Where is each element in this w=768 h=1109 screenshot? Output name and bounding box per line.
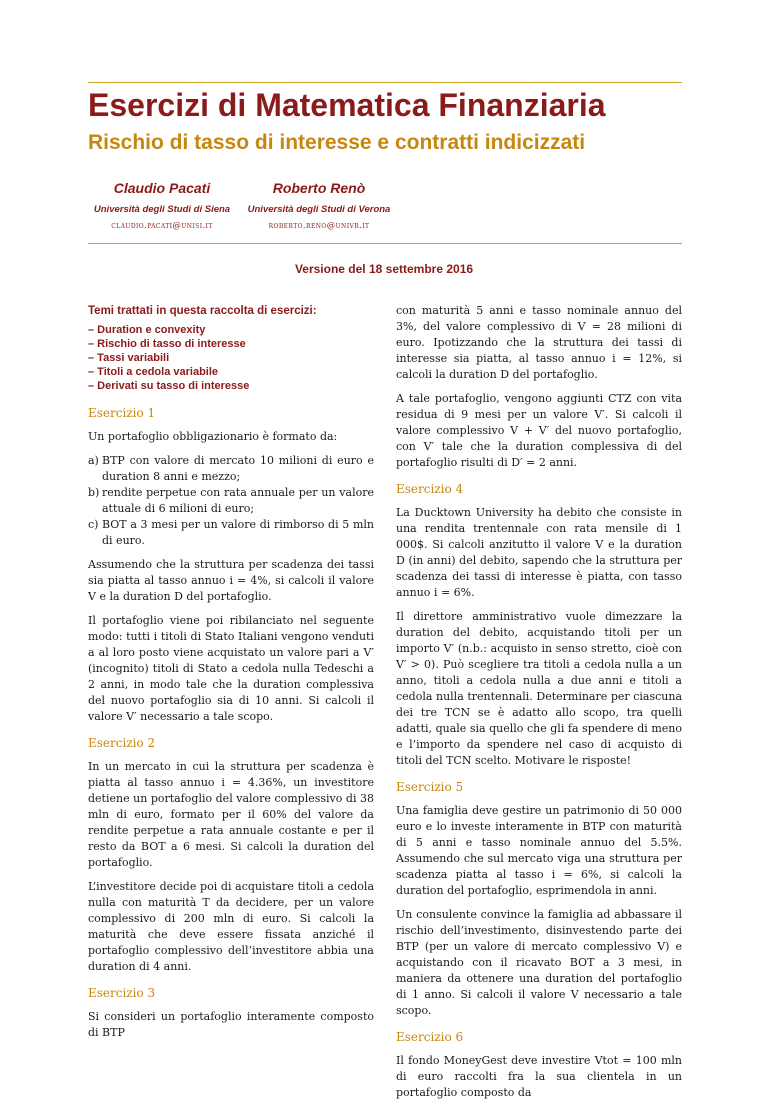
author-block-2 (244, 180, 394, 231)
exercise-heading: Esercizio 3 (88, 986, 156, 1000)
item-label: a) (88, 454, 99, 467)
paragraph: Si consideri un portafoglio interamente composto di BTP (88, 1010, 374, 1039)
paragraph: Un consulente convince la famiglia ad abbassare il rischio dell’investimento, disinvestendo parte dei BTP (per un valore di mercato complessivo V) e acquistando con il ricavato BOT a 3 mesi, in maniera da ottenere una duration del portafoglio di 1 anno. Si calcoli il valore V necessario a tale scopo. (396, 908, 682, 1017)
exercise-heading: Esercizio 2 (88, 736, 156, 750)
list-item (88, 453, 374, 485)
paragraph: Assumendo che la struttura per scadenza dei tassi sia piatta al tasso annuo i = 4%, si calcoli il valore V e la duration D del portafoglio. (88, 558, 374, 603)
exercise-heading: Esercizio 5 (396, 780, 464, 794)
exercise-heading: Esercizio 1 (88, 406, 156, 420)
exercise-heading: Esercizio 4 (396, 482, 464, 496)
item-label: b) (88, 486, 100, 499)
topic-item: – Tassi variabili (88, 352, 170, 364)
paragraph: In un mercato in cui la struttura per scadenza è piatta al tasso annuo i = 4.36%, un investitore detiene un portafoglio del valore complessivo di 38 mln di euro, formato per il 60% del valore da rendite perpetue a rata annuale costante e per il resto da BOT a 6 mesi. Si calcoli la duration del portafoglio. (88, 760, 374, 869)
exercise-heading: Esercizio 6 (396, 1030, 464, 1044)
paragraph: La Ducktown University ha debito che consiste in una rendita trentennale con rata mensile di 1 000$. Si calcoli anzitutto il valore V e la duration D (in anni) del debito, sapendo che la struttura per scadenza dei tassi di interesse è piatta, con tasso annuo i = 6%. (396, 506, 682, 599)
item-text: BOT a 3 mesi per un valore di rimborso di 5 mln di euro. (102, 518, 374, 547)
page-title: Esercizi di Matematica Finanziaria (88, 87, 606, 123)
topic-item: – Duration e convexity (88, 324, 206, 336)
list-item (88, 517, 374, 549)
author-email[interactable]: roberto.reno@univr.it (268, 221, 370, 231)
paragraph: con maturità 5 anni e tasso nominale annuo del 3%, del valore complessivo di V = 28 milioni di euro. Ipotizzando che la struttura dei tassi di interesse sia piatta, al tasso annuo i = 12%, si calcoli la duration D del portafoglio. (396, 304, 682, 381)
item-text: rendite perpetue con rata annuale per un valore attuale di 6 milioni di euro; (102, 486, 374, 515)
topics-list (88, 323, 374, 393)
item-text: BTP con valore di mercato 10 milioni di euro e duration 8 anni e mezzo; (102, 454, 374, 483)
topics-title: Temi trattati in questa raccolta di esercizi: (88, 305, 317, 317)
author-affiliation: Università degli Studi di Verona (247, 204, 391, 215)
author-name: Claudio Pacati (113, 180, 211, 196)
author-name: Roberto Renò (272, 180, 366, 196)
list-item (88, 485, 374, 517)
paragraph: L’investitore decide poi di acquistare titoli a cedola nulla con maturità T da decidere, per un valore complessivo di 200 mln di euro. Si calcoli la maturità che deve essere fissata anziché il portafoglio complessivo dell’investitore abbia una duration di 4 anni. (88, 880, 374, 973)
topic-item: – Rischio di tasso di interesse (88, 338, 246, 350)
topic-item: – Derivati su tasso di interesse (88, 380, 250, 392)
author-affiliation: Università degli Studi di Siena (93, 204, 231, 215)
left-column (88, 303, 374, 1049)
author-email[interactable]: claudio.pacati@unisi.it (111, 221, 213, 231)
top-rule (88, 82, 682, 83)
paragraph: A tale portafoglio, vengono aggiunti CTZ con vita residua di 9 mesi per un valore V′. Si calcoli il valore complessivo V + V′ del nuovo portafoglio, con V′ tale che la duration complessiva di del portafoglio risulti di D′ = 2 anni. (396, 392, 682, 469)
paragraph: Il direttore amministrativo vuole dimezzare la duration del debito, acquistando titoli per un importo V′ (n.b.: acquisto in senso stretto, cioè con V′ > 0). Può scegliere tra titoli a cedola nulla a un anno, titoli a cedola nulla a due anni e titoli a cedola nulla trentennali. Determinare per ciascuna dei tre TCN se è adatto allo scopo, tra quelli adatti, quale sia quello che gli fa spendere di meno e l’importo da spendere nel caso di acquisto di titoli del TCN scelto. Motivare le risposte! (396, 610, 682, 767)
item-list (88, 453, 374, 549)
paragraph: Il fondo MoneyGest deve investire Vtot = 100 mln di euro raccolti fra la sua clientela in un portafoglio composto da (396, 1054, 682, 1099)
version-line: Versione del 18 settembre 2016 (294, 262, 474, 276)
header-rule (88, 243, 682, 244)
topic-item: – Titoli a cedola variabile (88, 366, 219, 378)
paragraph: Il portafoglio viene poi ribilanciato nel seguente modo: tutti i titoli di Stato Italiani vengono venduti a al loro posto viene acquistato un valore pari a V′ (incognito) titoli di Stato a cedola nulla Tedeschi a 2 anni, in modo tale che la duration complessiva del nuovo portafoglio sia di 10 anni. Si calcoli il valore V′ necessario a tale scopo. (88, 614, 374, 723)
author-block-1 (92, 180, 232, 231)
item-label: c) (88, 518, 99, 531)
page-subtitle: Rischio di tasso di interesse e contratti indicizzati (88, 131, 586, 154)
right-column (396, 303, 682, 1109)
paragraph: Un portafoglio obbligazionario è formato da: (88, 430, 338, 443)
paragraph: Una famiglia deve gestire un patrimonio di 50 000 euro e lo investe interamente in BTP con maturità di 5 anni e tasso nominale annuo del 5.5%. Assumendo che sul mercato viga una struttura per scadenza piatta al tasso i = 6%, si calcoli la duration del portafoglio, esprimendola in anni. (396, 804, 682, 897)
